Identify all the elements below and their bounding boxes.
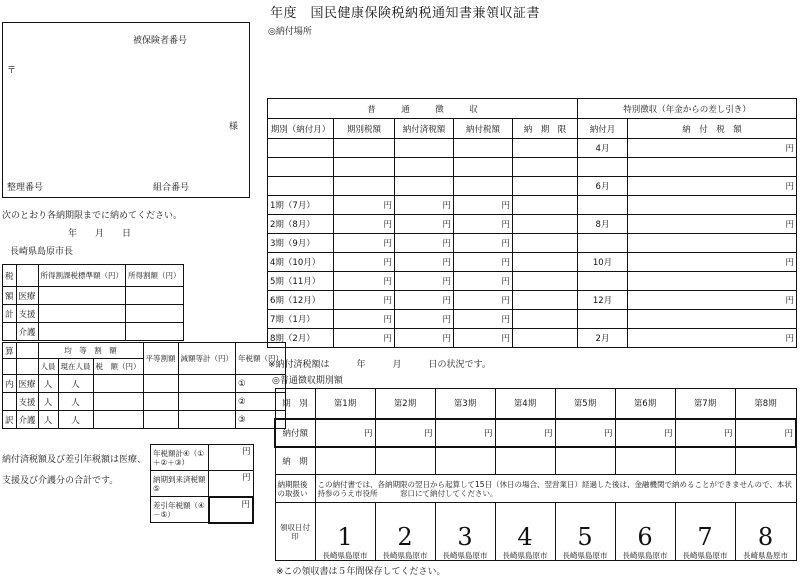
yen-unit: 円 bbox=[454, 196, 513, 215]
row-label-care: 介護 bbox=[16, 411, 38, 429]
special-month: 12月 bbox=[578, 291, 628, 310]
yen-unit: 円 bbox=[555, 419, 615, 447]
normal-collection-header: 普 通 徴 収 bbox=[268, 99, 578, 119]
issue-date: 年 月 日 bbox=[68, 229, 132, 239]
special-collection-header: 特別徴収（年金からの差し引き） bbox=[578, 99, 797, 119]
yen-unit: 円 bbox=[395, 234, 454, 253]
period-cell: 第4期 bbox=[495, 389, 555, 419]
row-label-support: 支援 bbox=[16, 305, 38, 323]
city-name: 長崎県島原市 bbox=[502, 551, 548, 560]
people-header: 人員 bbox=[38, 359, 58, 375]
people-unit: 人 bbox=[38, 393, 58, 411]
people-unit: 人 bbox=[58, 375, 93, 393]
col-header: 納付月 bbox=[578, 119, 628, 139]
col-header: 納 付 税 額 bbox=[628, 119, 797, 139]
col-header: 納付税額 bbox=[454, 119, 513, 139]
tax-calculation-table bbox=[2, 264, 184, 341]
yen-unit: 円 bbox=[334, 196, 395, 215]
yen-unit: 円 bbox=[315, 419, 375, 447]
yen-unit: 円 bbox=[435, 419, 495, 447]
yen-unit: 円 bbox=[334, 253, 395, 272]
after-deadline-text: この納付書では、各納期限の翌日から起算して15日（休日の場合、翌営業日）経過した後は、金融機関で納めることができませんので、本状持参のうえ市役所 窓口にて納付してください。 bbox=[315, 475, 796, 503]
yen-unit: 円 bbox=[454, 253, 513, 272]
page-title: 年度 国民健康保険税納税通知書兼領収証書 bbox=[270, 6, 541, 21]
stamp-number: 6 bbox=[637, 523, 653, 551]
yen-unit: 円 bbox=[209, 445, 254, 471]
honorific: 様 bbox=[229, 122, 239, 132]
tax-amount-header: 税 額（円） bbox=[93, 359, 143, 375]
special-month: 6月 bbox=[578, 177, 628, 196]
current-people-header: 現在人員 bbox=[58, 359, 93, 375]
period-cell: 第7期 bbox=[675, 389, 735, 419]
summary-label: 年税額計④（①＋②＋③） bbox=[151, 445, 209, 471]
row-label-medical: 医療 bbox=[16, 287, 38, 305]
row-label-care: 介護 bbox=[16, 323, 38, 341]
period-cell: 第8期 bbox=[735, 389, 796, 419]
yen-unit: 円 bbox=[334, 234, 395, 253]
period-cell: 第3期 bbox=[435, 389, 495, 419]
kintou-header: 均 等 割 額 bbox=[38, 343, 143, 359]
summary-table bbox=[150, 444, 254, 524]
yen-unit: 円 bbox=[628, 177, 797, 196]
yen-unit: 円 bbox=[454, 329, 513, 348]
people-unit: 人 bbox=[58, 393, 93, 411]
tax-breakdown-table bbox=[2, 342, 286, 429]
row-label-medical: 医療 bbox=[16, 375, 38, 393]
yen-unit: 円 bbox=[209, 471, 254, 497]
city-name: 長崎県島原市 bbox=[622, 551, 668, 560]
city-name: 長崎県島原市 bbox=[682, 551, 728, 560]
yen-unit: 円 bbox=[615, 419, 675, 447]
period-label: 5期（11月） bbox=[268, 272, 334, 291]
period-label: 1期（7月） bbox=[268, 196, 334, 215]
stamp-number: 2 bbox=[397, 523, 413, 551]
normal-amount-label: ◎普通徴収期別額 bbox=[272, 376, 343, 386]
tax-label-char: 計 bbox=[3, 305, 17, 323]
special-month: 2月 bbox=[578, 329, 628, 348]
yen-unit: 円 bbox=[334, 272, 395, 291]
reference-number-label: 整理番号 bbox=[7, 183, 44, 193]
circle-3: ③ bbox=[236, 411, 286, 429]
yen-unit: 円 bbox=[334, 215, 395, 234]
period-cell: 第5期 bbox=[555, 389, 615, 419]
city-name: 長崎県島原市 bbox=[562, 551, 608, 560]
notice-text: 次のとおり各納期限までに納めてください。 bbox=[2, 211, 183, 221]
deadline-header: 納 期 bbox=[275, 447, 315, 475]
paid-status-note: ※納付済税額は 年 月 日の状況です。 bbox=[268, 360, 491, 370]
yen-unit: 円 bbox=[334, 310, 395, 329]
yen-unit: 円 bbox=[628, 329, 797, 348]
yen-unit: 円 bbox=[395, 291, 454, 310]
tax-label-char: 算 bbox=[3, 343, 17, 359]
yen-unit: 円 bbox=[495, 419, 555, 447]
special-month: 10月 bbox=[578, 253, 628, 272]
city-name: 長崎県島原市 bbox=[442, 551, 488, 560]
people-unit: 人 bbox=[38, 375, 58, 393]
stamp-header: 領収日付印 bbox=[275, 503, 315, 561]
city-name: 長崎県島原市 bbox=[743, 551, 788, 560]
special-month: 8月 bbox=[578, 215, 628, 234]
summary-label: 納期到来済税額⑤ bbox=[151, 471, 209, 497]
yen-unit: 円 bbox=[628, 291, 797, 310]
income-base-header: 所得割課税標準額（円） bbox=[38, 265, 126, 287]
period-label: 6期（12月） bbox=[268, 291, 334, 310]
col-header: 期別（納付月） bbox=[268, 119, 334, 139]
people-unit: 人 bbox=[38, 411, 58, 429]
yen-unit: 円 bbox=[375, 419, 435, 447]
city-name: 長崎県島原市 bbox=[322, 551, 368, 560]
row-label-support: 支援 bbox=[16, 393, 38, 411]
yen-unit: 円 bbox=[209, 497, 254, 523]
stamp-number: 7 bbox=[697, 523, 713, 551]
period-label: 2期（8月） bbox=[268, 215, 334, 234]
city-name: 長崎県島原市 bbox=[382, 551, 428, 560]
yen-unit: 円 bbox=[395, 215, 454, 234]
yen-unit: 円 bbox=[395, 272, 454, 291]
stamp-number: 5 bbox=[577, 523, 593, 551]
tax-label-char: 内 bbox=[3, 375, 17, 393]
address-box bbox=[2, 22, 250, 198]
period-header: 期 別 bbox=[275, 389, 315, 419]
stamp-number: 1 bbox=[337, 523, 353, 551]
yen-unit: 円 bbox=[628, 215, 797, 234]
period-cell: 第6期 bbox=[615, 389, 675, 419]
mayor-name: 長崎県島原市長 bbox=[10, 247, 74, 257]
period-label: 4期（10月） bbox=[268, 253, 334, 272]
insured-number-label: 被保険者番号 bbox=[133, 36, 188, 46]
reduction-header: 減額等計（円） bbox=[178, 343, 236, 375]
yen-unit: 円 bbox=[454, 215, 513, 234]
stamp-number: 8 bbox=[757, 523, 774, 551]
yen-unit: 円 bbox=[334, 291, 395, 310]
yen-unit: 円 bbox=[454, 272, 513, 291]
annual-tax-header: 年税額（円） bbox=[236, 343, 286, 375]
after-deadline-header: 納期限後の取扱い bbox=[275, 475, 315, 503]
union-number-label: 組合番号 bbox=[153, 183, 190, 193]
yen-unit: 円 bbox=[395, 253, 454, 272]
payment-place-label: ◎納付場所 bbox=[268, 27, 312, 37]
keep-note: ※この領収書は５年間保存してください。 bbox=[276, 567, 446, 577]
yen-unit: 円 bbox=[395, 310, 454, 329]
stamp-number: 3 bbox=[457, 523, 473, 551]
total-note: 納付済税額及び差引年税額は医療、支援及び介護分の合計です。 bbox=[2, 455, 147, 486]
yen-unit: 円 bbox=[454, 291, 513, 310]
receipt-table bbox=[274, 388, 797, 561]
period-label: 3期（9月） bbox=[268, 234, 334, 253]
yen-unit: 円 bbox=[628, 139, 797, 158]
col-header: 期別税額 bbox=[334, 119, 395, 139]
special-month: 4月 bbox=[578, 139, 628, 158]
yen-unit: 円 bbox=[628, 253, 797, 272]
yen-unit: 円 bbox=[735, 419, 796, 447]
col-header: 納 期 限 bbox=[513, 119, 578, 139]
yen-unit: 円 bbox=[334, 329, 395, 348]
schedule-table bbox=[267, 98, 797, 348]
amount-header: 納付額 bbox=[275, 419, 315, 447]
stamp-number: 4 bbox=[517, 523, 533, 551]
heitou-header: 平等割額 bbox=[143, 343, 178, 375]
yen-unit: 円 bbox=[675, 419, 735, 447]
yen-unit: 円 bbox=[395, 196, 454, 215]
people-unit: 人 bbox=[58, 411, 93, 429]
yen-unit: 円 bbox=[454, 234, 513, 253]
period-label: 7期（1月） bbox=[268, 310, 334, 329]
period-cell: 第1期 bbox=[315, 389, 375, 419]
tax-label-char: 額 bbox=[3, 287, 17, 305]
postal-mark: 〒 bbox=[7, 66, 17, 76]
col-header: 納付済税額 bbox=[395, 119, 454, 139]
tax-label-char: 税 bbox=[3, 265, 17, 287]
circle-1: ① bbox=[236, 375, 286, 393]
yen-unit: 円 bbox=[454, 310, 513, 329]
summary-label: 差引年税額（④－⑤） bbox=[151, 497, 209, 523]
yen-unit: 円 bbox=[395, 329, 454, 348]
period-cell: 第2期 bbox=[375, 389, 435, 419]
period-label: 8期（2月） bbox=[268, 329, 334, 348]
circle-2: ② bbox=[236, 393, 286, 411]
income-tax-header: 所得割額（円） bbox=[126, 265, 184, 287]
tax-label-char: 訳 bbox=[3, 411, 17, 429]
